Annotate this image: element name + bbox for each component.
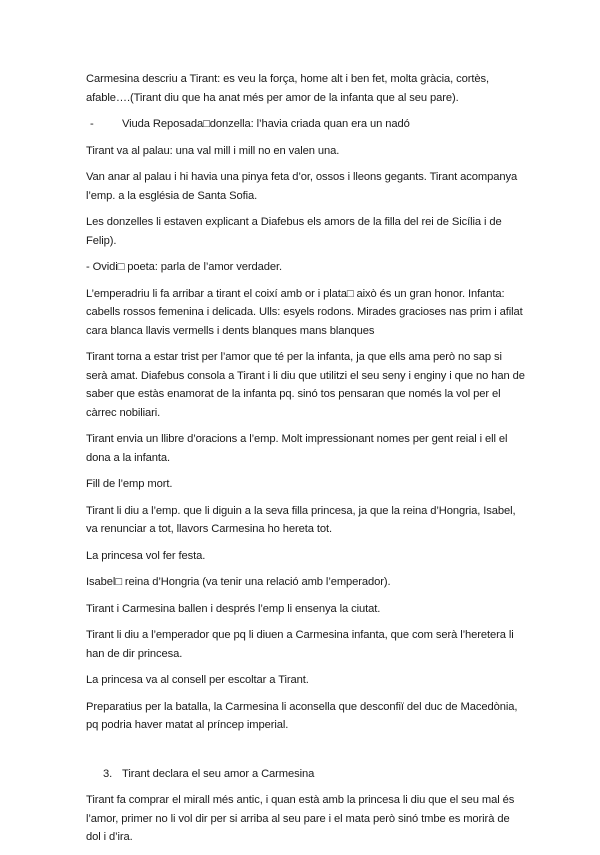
section-title: Tirant declara el seu amor a Carmesina	[122, 767, 315, 780]
paragraph-consell: La princesa va al consell per escoltar a Tirant.	[86, 674, 309, 686]
section-heading-3	[86, 765, 526, 784]
paragraph-tirant-palau: Tirant va al palau: una val mill i mill no en valen una.	[86, 144, 340, 157]
paragraph-pinya-or: Van anar al palau i hi havia una pinya feta d’or, ossos i lleons gegants. Tirant acompanya l’emp. a la església de Santa Sofia.	[86, 171, 518, 202]
paragraph-princesa-hereta: Tirant li diu a l’emp. que li diguin a la seva filla princesa, ja que la reina d’Hongria, Isabel, va renunciar a tot, llavors Carmesina ho hereta tot.	[86, 504, 516, 535]
paragraph-tirant-trist: Tirant torna a estar trist per l’amor que té per la infanta, ja que ells ama però no sap si serà amat. Diafebus consola a Tirant i li diu que utilitzi el seu seny i enginy i que no han de saber que estàs enamorat de la infanta pq. sinó tos pensaran que només la vol per el càrrec nobiliari.	[86, 351, 525, 419]
document-page	[86, 70, 526, 855]
bullet-text: Viuda Reposada□donzella: l’havia criada quan era un nadó	[122, 118, 410, 130]
paragraph-princesa-festa: La princesa vol fer festa.	[86, 549, 206, 562]
paragraph-donzelles: Les donzelles li estaven explicant a Diafebus els amors de la filla del rei de Sicília i de Felip).	[86, 216, 502, 247]
paragraph-mirall: Tirant fa comprar el mirall més antic, i quan està amb la princesa li diu que el seu mal és l’amor, primer no li vol dir per si arriba al seu pare i el mata però sinó tmbe es morirà de dol i d’ira.	[86, 794, 515, 843]
section-number: 3.	[103, 767, 113, 780]
bullet-dash: -	[90, 118, 94, 130]
paragraph-ovidi: - Ovidi□ poeta: parla de l’amor verdader.	[86, 261, 283, 273]
paragraph-infanta-princesa: Tirant li diu a l’emperador que pq li diuen a Carmesina infanta, que com serà l’heretera li han de dir princesa.	[86, 629, 514, 660]
paragraph-fill-mort: Fill de l’emp mort.	[86, 478, 173, 490]
paragraph-ballen: Tirant i Carmesina ballen i després l’emp li ensenya la ciutat.	[86, 602, 381, 615]
paragraph-emperadriu: L’emperadriu li fa arribar a tirant el coixí amb or i plata□ això és un gran honor. Infanta: cabells rossos femenina i delicada. Ulls: esyels rodons. Mirades gracioses nas prim i afilat cara blanca llavis vermells i dents blanques mans blanques	[86, 287, 523, 337]
paragraph-llibre-oracions: Tirant envia un llibre d’oracions a l’emp. Molt impressionant nomes per gent reial i ell el dona a la infanta.	[86, 433, 508, 464]
paragraph-batalla: Preparatius per la batalla, la Carmesina li aconsella que desconfiï del duc de Macedònia, pq podria haver matat al príncep imperial.	[86, 700, 518, 731]
paragraph-carmesina-describes: Carmesina descriu a Tirant: es veu la força, home alt i ben fet, molta gràcia, cortès, afable….(Tirant diu que ha anat més per amor de la infanta que al seu pare).	[86, 73, 490, 104]
paragraph-isabel: Isabel□ reina d’Hongria (va tenir una relació amb l’emperador).	[86, 576, 391, 588]
bullet-viuda-reposada	[86, 115, 526, 134]
